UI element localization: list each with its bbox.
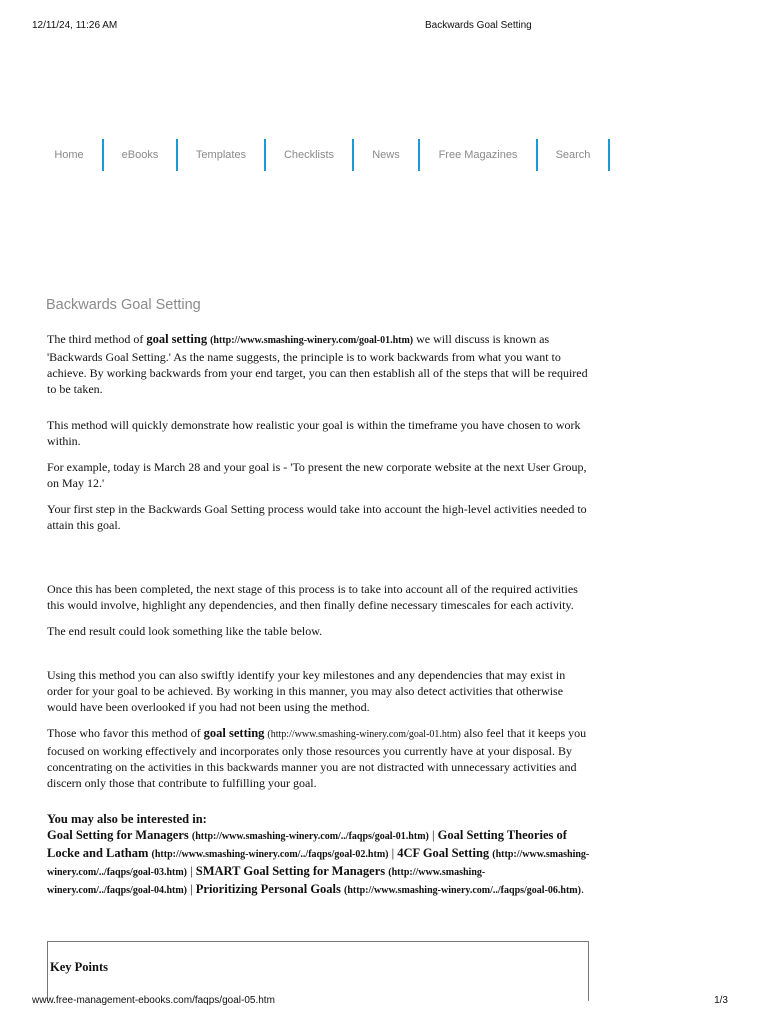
- related-link-locke-latham[interactable]: Goal Setting Theories of Locke and Latham: [47, 828, 567, 860]
- paragraph-milestones: Using this method you can also swiftly identify your key milestones and any dependencies that may exist in order for your goal to be achieved. By working in this manner, you may also detect activities that otherwise would have been overlooked if you had not been using the method.: [47, 668, 566, 714]
- related-separator: |: [388, 846, 398, 860]
- related-separator: |: [187, 864, 196, 878]
- related-separator: |: [428, 828, 438, 842]
- page-number: 1/3: [714, 995, 728, 1006]
- nav-item-news[interactable]: News: [354, 139, 420, 171]
- intro-text-before: The third method of: [47, 332, 147, 346]
- related-link-managers-url: (http://www.smashing-winery.com/../faqps/goal-01.htm): [191, 831, 429, 842]
- paragraph-end-result: The end result could look something like the table below.: [47, 624, 323, 638]
- key-points-heading: Key Points: [50, 960, 108, 974]
- nav-item-home[interactable]: Home: [36, 139, 104, 171]
- related-link-prioritizing-url: (http://www.smashing-winery.com/../faqps/goal-06.htm): [344, 885, 581, 896]
- main-nav: [36, 139, 610, 171]
- goal-setting-link[interactable]: goal setting: [146, 332, 208, 346]
- goal-setting-link-2-url: (http://www.smashing-winery.com/goal-01.htm): [267, 729, 461, 740]
- favor-text-after: also feel that it keeps you focused on working effectively and incorporates only those resources you currently have at your disposal. By concentrating on the activities in this backwards manner you are not distracted with unnecessary activities and discern only those that contribute to fulfilling your goal.: [47, 726, 587, 790]
- print-title: Backwards Goal Setting: [425, 20, 532, 31]
- related-link-managers[interactable]: Goal Setting for Managers: [47, 828, 189, 842]
- nav-item-ebooks[interactable]: eBooks: [104, 139, 178, 171]
- print-footer: [32, 995, 728, 1009]
- paragraph-first-step: Your first step in the Backwards Goal Setting process would take into account the high-level activities needed to attain this goal.: [47, 502, 587, 532]
- nav-item-search[interactable]: Search: [538, 139, 610, 171]
- related-separator: |: [187, 882, 196, 896]
- nav-item-free-magazines[interactable]: Free Magazines: [420, 139, 538, 171]
- related-heading: You may also be interested in:: [47, 812, 207, 826]
- print-datetime: 12/11/24, 11:26 AM: [32, 20, 118, 31]
- page-title: Backwards Goal Setting: [46, 297, 201, 313]
- intro-text-after: we will discuss is known as 'Backwards Goal Setting.' As the name suggests, the principle is to work backwards from what you want to achieve. By working backwards from your end target, you can then establish all of the steps that will be required to be taken.: [47, 332, 588, 396]
- paragraph-intro: [47, 331, 592, 397]
- paragraph-realistic: This method will quickly demonstrate how realistic your goal is within the timeframe you have chosen to work within.: [47, 418, 581, 448]
- goal-setting-link-url: (http://www.smashing-winery.com/goal-01.htm): [210, 335, 414, 346]
- article-body: [47, 331, 592, 899]
- favor-text-before: Those who favor this method of: [47, 726, 204, 740]
- related-link-4cf-url: (http://www.smashing-winery.com/../faqps/goal-03.htm): [47, 849, 590, 878]
- key-points-box: [47, 941, 589, 1001]
- goal-setting-link-2[interactable]: goal setting: [203, 726, 265, 740]
- related-links: [47, 811, 592, 899]
- paragraph-example: For example, today is March 28 and your goal is - 'To present the new corporate website at the next User Group, on May 12.': [47, 460, 587, 490]
- related-end: .: [580, 882, 585, 896]
- related-link-smart[interactable]: SMART Goal Setting for Managers: [195, 864, 386, 878]
- print-footer-url: www.free-management-ebooks.com/faqps/goal-05.htm: [32, 995, 275, 1006]
- nav-item-templates[interactable]: Templates: [178, 139, 266, 171]
- paragraph-next-stage: Once this has been completed, the next stage of this process is to take into account all of the required activities this would involve, highlight any dependencies, and then finally define necessary timescales for each activity.: [47, 582, 578, 612]
- paragraph-favor: [47, 725, 592, 791]
- related-link-4cf[interactable]: 4CF Goal Setting: [397, 846, 490, 860]
- related-link-smart-url: (http://www.smashing-winery.com/../faqps/goal-04.htm): [47, 867, 486, 896]
- nav-item-checklists[interactable]: Checklists: [266, 139, 354, 171]
- related-link-locke-latham-url: (http://www.smashing-winery.com/../faqps/goal-02.htm): [151, 849, 389, 860]
- related-link-prioritizing[interactable]: Prioritizing Personal Goals: [195, 882, 341, 896]
- print-header: [32, 20, 728, 34]
